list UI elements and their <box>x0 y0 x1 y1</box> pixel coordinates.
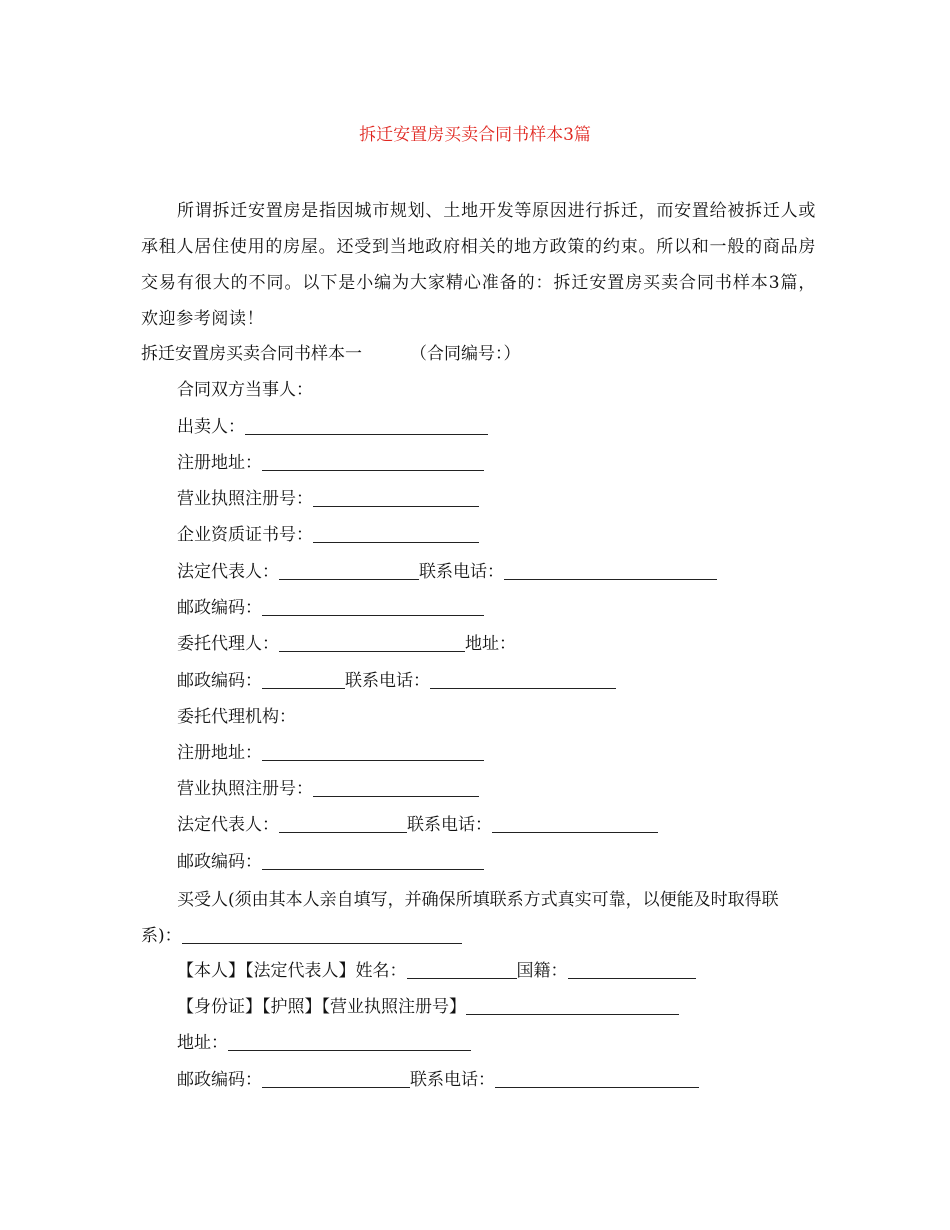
nationality-blank[interactable] <box>568 962 696 979</box>
legal-rep-blank[interactable] <box>279 563 419 580</box>
agency-license-label: 营业执照注册号： <box>177 779 313 799</box>
agency-legal-rep-line <box>177 813 658 837</box>
reg-address-label: 注册地址： <box>177 453 262 473</box>
buyer-label: 买受人(须由其本人亲自填写，并确保所填联系方式真实可靠，以便能及时取得联系)： <box>141 890 779 946</box>
agent-blank[interactable] <box>279 635 465 652</box>
buyer-postcode-label: 邮政编码： <box>177 1070 262 1090</box>
buyer-phone-blank[interactable] <box>495 1071 699 1088</box>
postcode-label: 邮政编码： <box>177 598 262 618</box>
id-type-label: 【身份证】【护照】【营业执照注册号】 <box>177 997 466 1017</box>
license-line <box>177 487 479 511</box>
license-label: 营业执照注册号： <box>177 489 313 509</box>
agency-legal-rep-label: 法定代表人： <box>177 815 279 835</box>
agency-postcode-label: 邮政编码： <box>177 852 262 872</box>
license-blank[interactable] <box>313 490 479 507</box>
document-title: 拆迁安置房买卖合同书样本3篇 <box>359 125 591 145</box>
agent-label: 委托代理人： <box>177 634 279 654</box>
buyer-paragraph <box>141 882 816 954</box>
agency-address-line <box>177 741 484 765</box>
agent-phone-blank[interactable] <box>430 672 616 689</box>
agency-phone-label: 联系电话： <box>407 815 492 835</box>
buyer-postcode-blank[interactable] <box>262 1071 410 1088</box>
agency-legal-rep-blank[interactable] <box>279 816 407 833</box>
legal-rep-line <box>177 560 717 584</box>
agent-postcode-line <box>177 669 616 693</box>
buyer-name-line <box>177 959 696 983</box>
contract-number: （合同编号：） <box>410 344 521 364</box>
seller-label: 出卖人： <box>177 417 245 437</box>
reg-address-line <box>177 451 484 475</box>
section-title: 拆迁安置房买卖合同书样本一 <box>141 344 362 364</box>
agency-license-line <box>177 777 479 801</box>
nationality-label: 国籍： <box>516 961 568 981</box>
postcode-line <box>177 596 484 620</box>
buyer-name-label: 【本人】【法定代表人】姓名： <box>177 961 407 981</box>
section-heading-line <box>141 342 521 366</box>
agent-line <box>177 632 516 656</box>
qualification-blank[interactable] <box>313 526 479 543</box>
qualification-label: 企业资质证书号： <box>177 525 313 545</box>
buyer-phone-label: 联系电话： <box>410 1070 495 1090</box>
postcode-blank[interactable] <box>262 599 484 616</box>
intro-paragraph: 所谓拆迁安置房是指因城市规划、土地开发等原因进行拆迁，而安置给被拆迁人或承租人居住使用的房屋。还受到当地政府相关的地方政策的约束。所以和一般的商品房交易有很大的不同。以下是小编为大家精心准备的：拆迁安置房买卖合同书样本3篇，欢迎参考阅读！ <box>141 201 816 329</box>
id-number-blank[interactable] <box>466 998 679 1015</box>
agent-address-label: 地址： <box>465 634 516 654</box>
buyer-address-label: 地址： <box>177 1033 228 1053</box>
agent-postcode-label: 邮政编码： <box>177 671 262 691</box>
seller-line <box>177 415 488 439</box>
agency-address-blank[interactable] <box>262 744 484 761</box>
seller-blank[interactable] <box>245 418 488 435</box>
id-type-line <box>177 995 679 1019</box>
buyer-name-blank[interactable] <box>407 962 517 979</box>
buyer-address-blank[interactable] <box>228 1034 471 1051</box>
buyer-postcode-line <box>177 1068 699 1092</box>
agency-phone-blank[interactable] <box>492 816 658 833</box>
agency-postcode-blank[interactable] <box>262 853 484 870</box>
qualification-line <box>177 523 479 547</box>
legal-rep-label: 法定代表人： <box>177 562 279 582</box>
buyer-address-line <box>177 1031 471 1055</box>
agent-postcode-blank[interactable] <box>262 672 345 689</box>
agency-postcode-line <box>177 850 484 874</box>
agency-license-blank[interactable] <box>313 780 479 797</box>
agency-address-label: 注册地址： <box>177 743 262 763</box>
agency-label: 委托代理机构： <box>177 707 296 727</box>
agent-phone-label: 联系电话： <box>345 671 430 691</box>
buyer-blank[interactable] <box>182 927 462 944</box>
phone-blank[interactable] <box>504 563 717 580</box>
parties-label: 合同双方当事人： <box>177 380 313 400</box>
reg-address-blank[interactable] <box>262 454 484 471</box>
phone-label: 联系电话： <box>419 562 504 582</box>
